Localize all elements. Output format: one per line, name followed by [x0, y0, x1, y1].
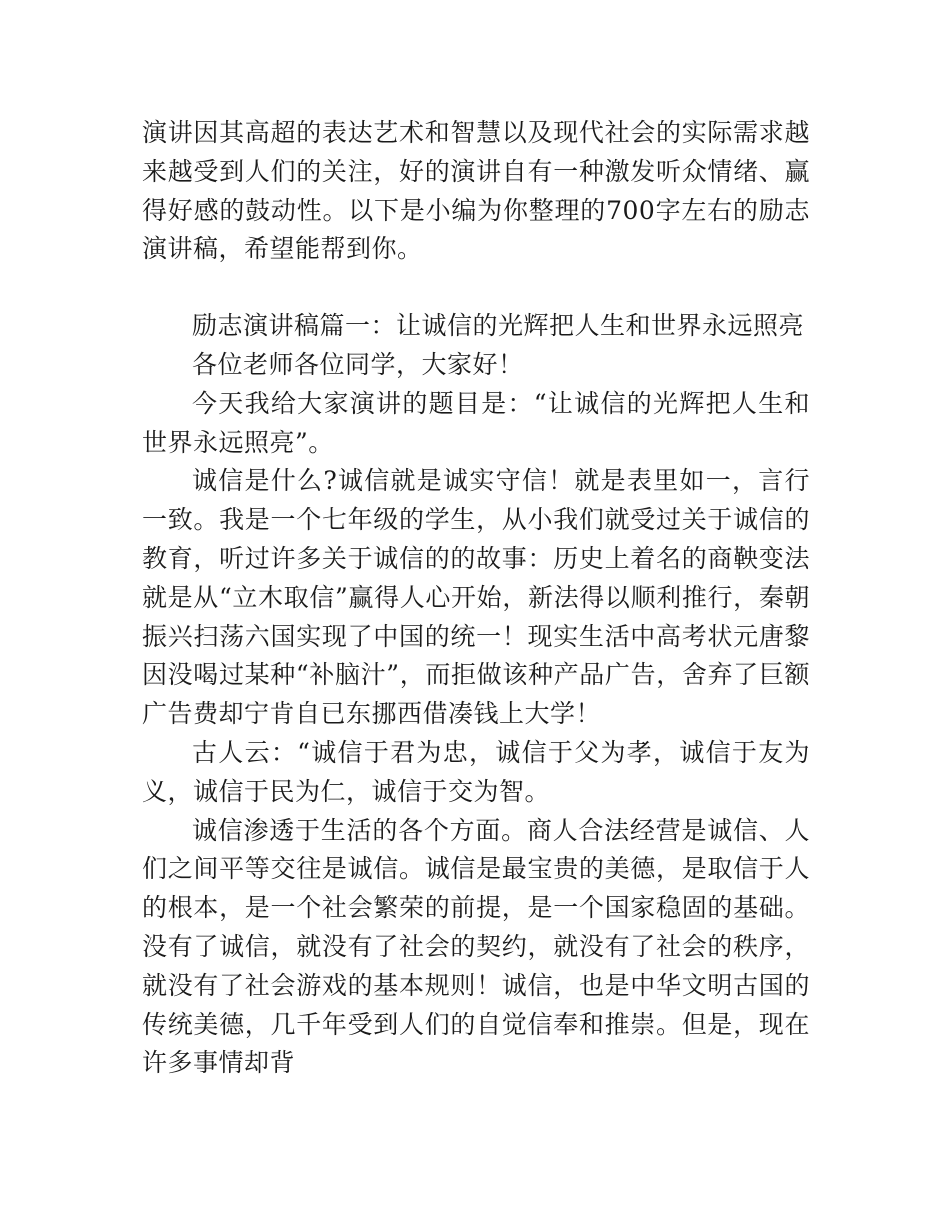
- body-paragraph-continued: 诚信渗透于生活的各个方面。商人合法经营是诚信、人们之间平等交往是诚信。诚信是最宝贵的美德，是取信于人的根本，是一个社会繁荣的前提，是一个国家稳固的基础。没有了诚信，就没有了社会的契约，就没有了社会的秩序，就没有了社会游戏的基本规则！诚信，也是中华文明古国的传统美德，几千年受到人们的自觉信奉和推崇。但是，现在许多事情却背: [142, 815, 810, 1078]
- topic-paragraph: 今天我给大家演讲的题目是：“让诚信的光辉把人生和世界永远照亮”。: [142, 388, 810, 457]
- quote-paragraph: 古人云：“诚信于君为忠，诚信于父为孝，诚信于友为义，诚信于民为仁，诚信于交为智。: [142, 737, 810, 806]
- speech-title: 励志演讲稿篇一：让诚信的光辉把人生和世界永远照亮: [192, 311, 805, 341]
- body-paragraph: 诚信是什么?诚信就是诚实守信！就是表里如一，言行一致。我是一个七年级的学生，从小我们就受过关于诚信的教育，听过许多关于诚信的的故事：历史上着名的商鞅变法就是从“立木取信”赢得人心开始，新法得以顺利推行，秦朝振兴扫荡六国实现了中国的统一！现实生活中高考状元唐黎因没喝过某种“补脑汁”，而拒做该种产品广告，舍弃了巨额广告费却宁肯自已东挪西借凑钱上大学！: [142, 466, 810, 729]
- document-page: [142, 114, 810, 1083]
- greeting-paragraph: 各位老师各位同学，大家好！: [192, 349, 524, 379]
- intro-paragraph: 演讲因其高超的表达艺术和智慧以及现代社会的实际需求越来越受到人们的关注，好的演讲自有一种激发听众情绪、赢得好感的鼓动性。以下是小编为你整理的700字左右的励志演讲稿，希望能帮到你。: [142, 118, 810, 264]
